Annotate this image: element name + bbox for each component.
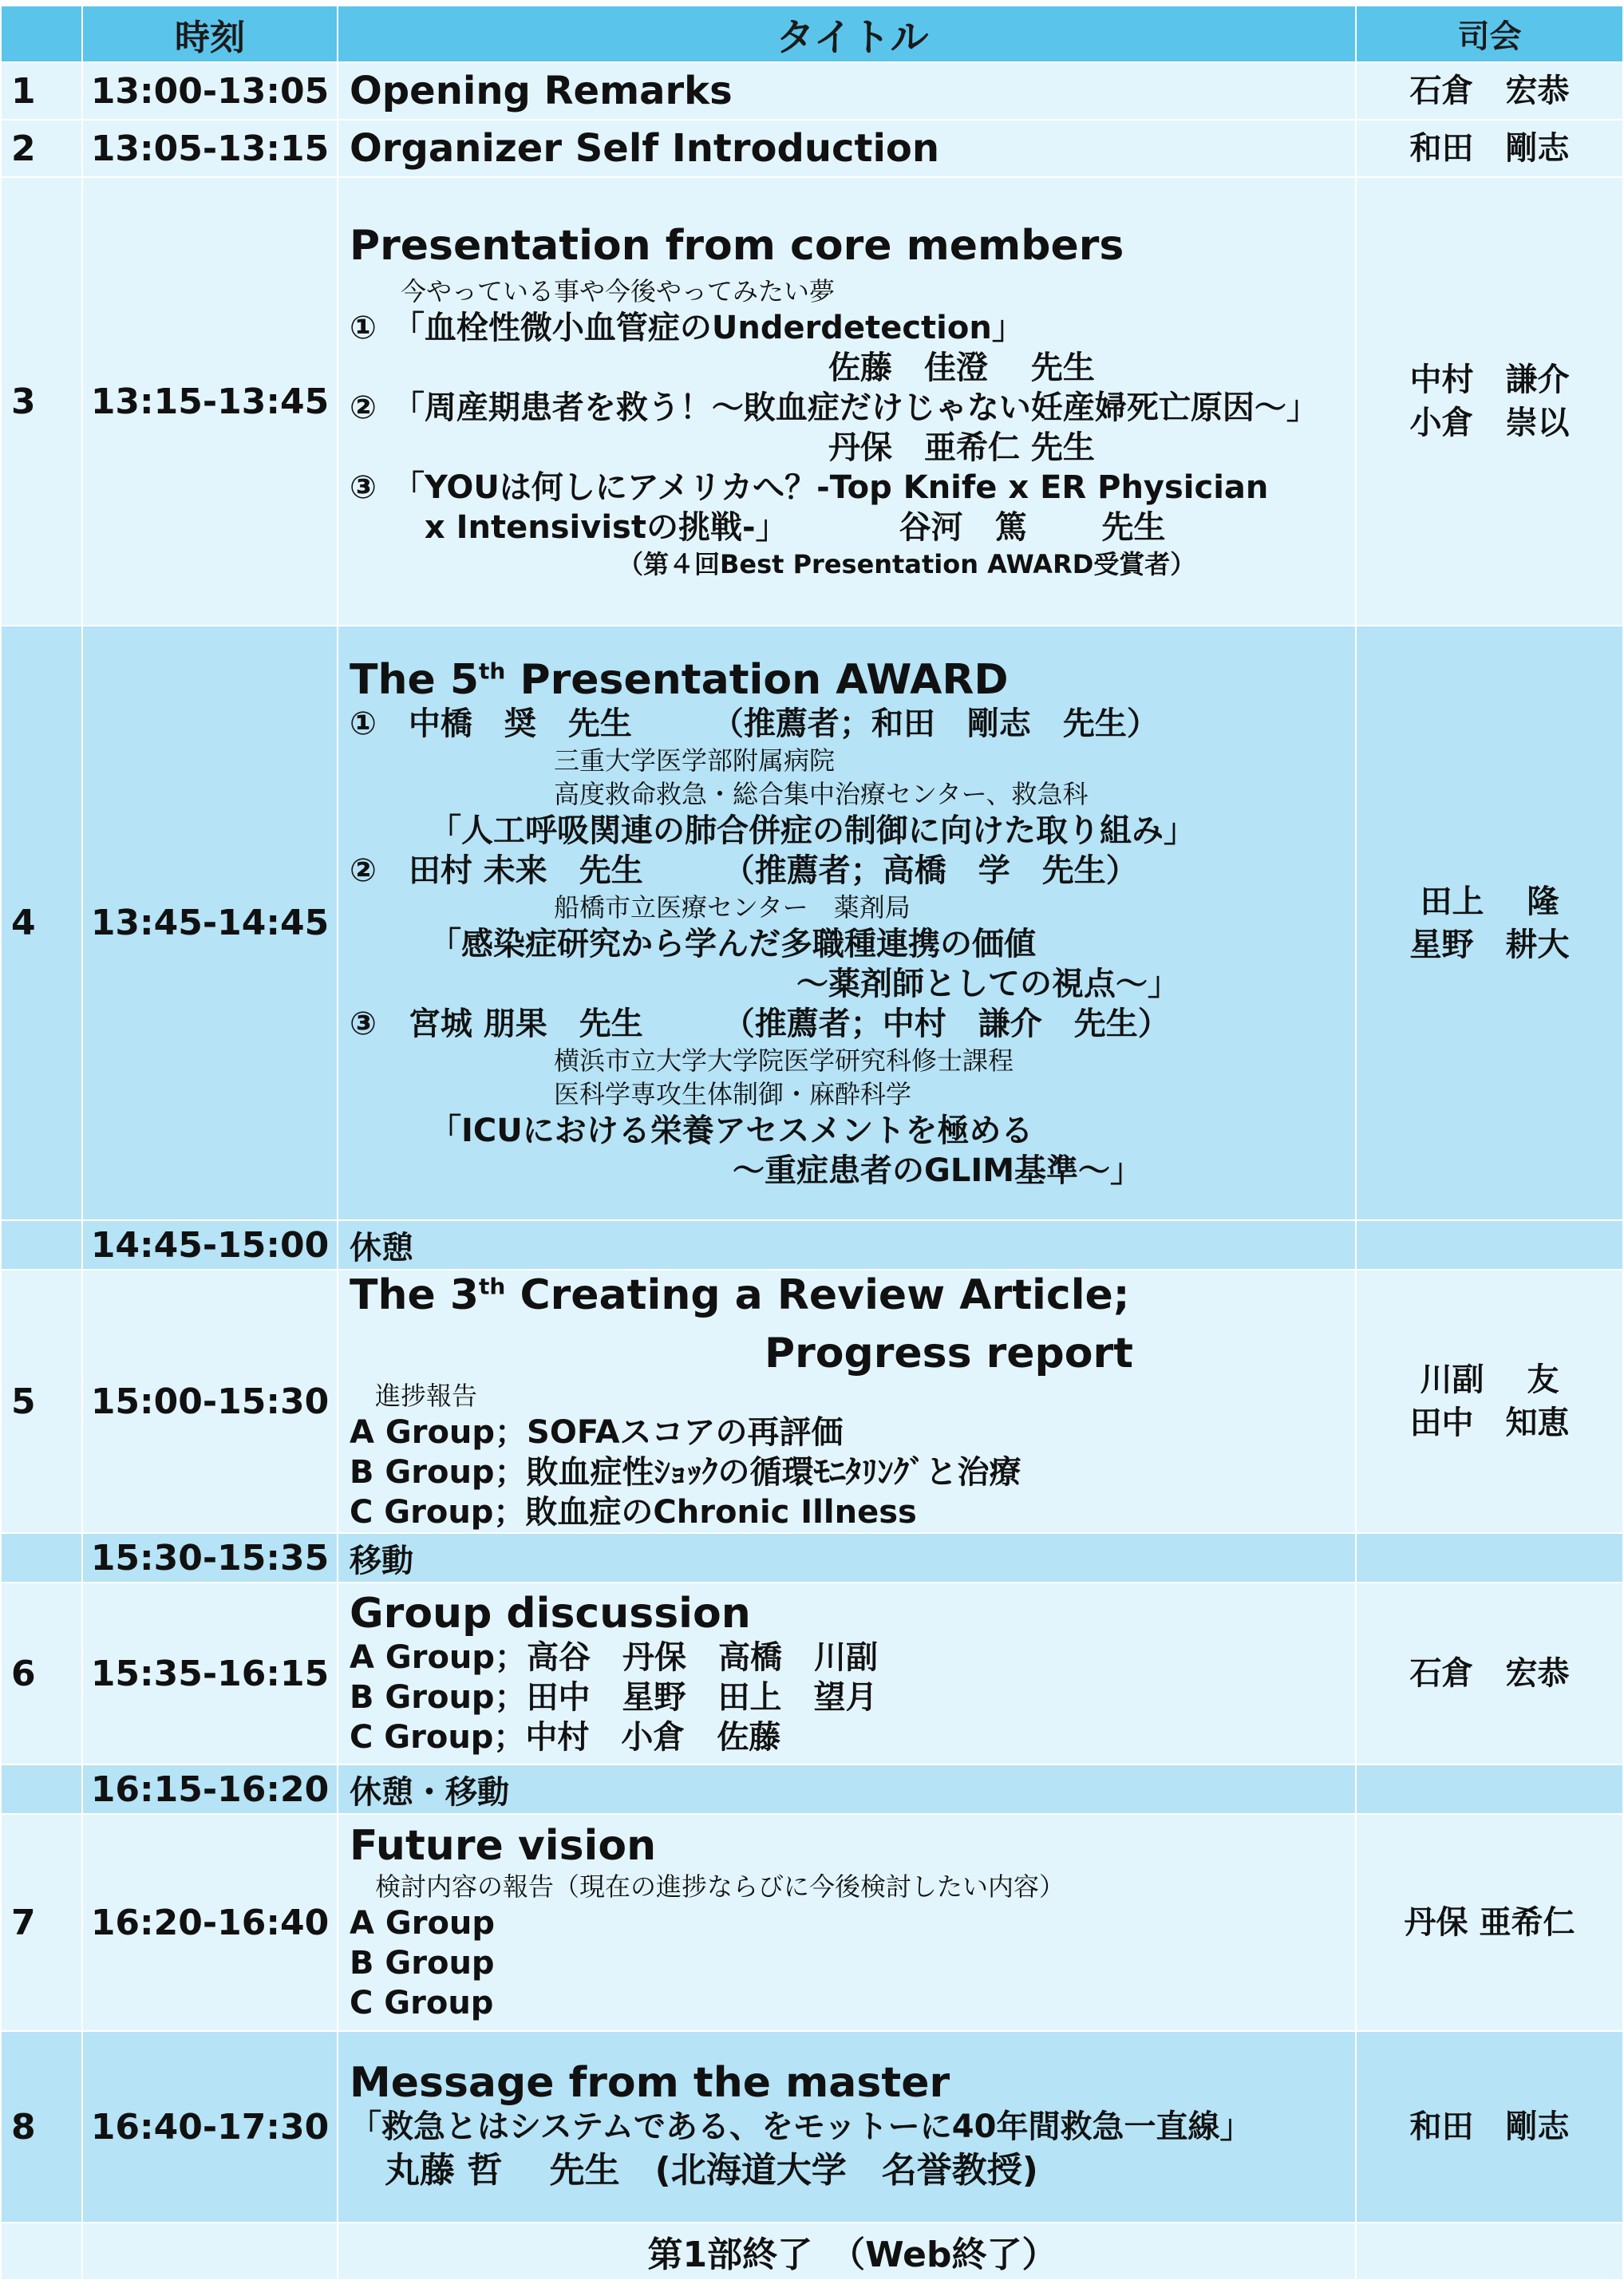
row-moderator [1356, 1270, 1623, 1533]
row-title: Group discussion [350, 1590, 751, 1638]
agenda-row-1 [1, 62, 1623, 120]
agenda-row-6 [1, 1583, 1623, 1764]
row-number: 2 [1, 120, 82, 177]
content-line: 「ICUにおける栄養アセスメントを極める [350, 1112, 1033, 1149]
row-time: 13:00-13:05 [82, 62, 338, 120]
row-moderator [1356, 177, 1623, 626]
content-line: 佐藤 佳澄 先生 [350, 350, 1095, 386]
row-time: 16:20-16:40 [82, 1814, 338, 2031]
row-moderator [1356, 1764, 1623, 1814]
content-line: ① 中橋 奨 先生 （推薦者；和田 剛志 先生） [350, 705, 1159, 742]
row-moderator: 和田 剛志 [1356, 120, 1623, 177]
content-line: ～薬剤師としての視点～」 [350, 965, 1179, 1002]
row-moderator: 和田 剛志 [1356, 2031, 1623, 2223]
footer-empty [1356, 2223, 1623, 2280]
agenda-row-7 [1, 1814, 1623, 2031]
agenda-row-3 [1, 177, 1623, 626]
moderator-name: 小倉 崇以 [1409, 405, 1570, 441]
row-title: Presentation from core members [350, 222, 1124, 270]
header-no [1, 6, 82, 62]
header-title: タイトル [338, 6, 1356, 62]
content-line: ② 田村 未来 先生 （推薦者；高橋 学 先生） [350, 852, 1138, 889]
agenda-row-2 [1, 120, 1623, 177]
content-line: ① 「血栓性微小血管症のUnderdetection」 [350, 310, 1024, 346]
content-line: B Group；敗血症性ｼｮｯｸの循環ﾓﾆﾀﾘﾝｸﾞと治療 [350, 1453, 1021, 1491]
title-part: The 3 [350, 1271, 480, 1319]
content-line: 医科学専攻生体制御・麻酔科学 [350, 1078, 912, 1109]
row-title: 休憩 [338, 1220, 1356, 1270]
content-line: ～重症患者のGLIM基準～」 [350, 1152, 1143, 1189]
row-content [338, 2031, 1356, 2223]
row-time: 16:15-16:20 [82, 1764, 338, 1814]
content-line: 横浜市立大学大学院医学研究科修士課程 [350, 1045, 1014, 1076]
content-line: 進捗報告 [350, 1380, 478, 1411]
content-line: A Group；SOFAスコアの再評価 [350, 1413, 844, 1451]
title-sup: th [479, 1273, 506, 1300]
row-title: Opening Remarks [338, 62, 1356, 120]
content-line: 「感染症研究から学んだ多職種連携の価値 [350, 925, 1036, 962]
break-row [1, 1220, 1623, 1270]
row-moderator [1356, 1533, 1623, 1583]
row-number: 8 [1, 2031, 82, 2223]
content-line: B Group [350, 1945, 495, 1982]
row-number: 6 [1, 1583, 82, 1764]
footer-text: 第1部終了 （Web終了） [338, 2223, 1356, 2280]
content-line: ② 「周産期患者を救う！～敗血症だけじゃない妊産婦死亡原因～」 [350, 389, 1318, 426]
content-line: （第４回Best Presentation AWARD受賞者） [350, 549, 1196, 579]
row-title: 移動 [338, 1533, 1356, 1583]
row-number: 5 [1, 1270, 82, 1533]
title-sup: th [479, 658, 506, 685]
row-content [338, 626, 1356, 1220]
row-time: 13:45-14:45 [82, 626, 338, 1220]
footer-empty [82, 2223, 338, 2280]
row-moderator: 石倉 宏恭 [1356, 62, 1623, 120]
row-title-line2: Progress report [350, 1329, 1133, 1377]
row-title: Future vision [350, 1822, 657, 1870]
row-moderator [1356, 626, 1623, 1220]
row-number [1, 1220, 82, 1270]
moderator-name: 田上 隆 [1420, 883, 1559, 920]
row-moderator: 石倉 宏恭 [1356, 1583, 1623, 1764]
agenda-table [0, 5, 1624, 2281]
row-number [1, 1764, 82, 1814]
header-mc: 司会 [1356, 6, 1623, 62]
row-title: 休憩・移動 [338, 1764, 1356, 1814]
moderator-name: 星野 耕大 [1409, 926, 1570, 963]
agenda-row-8 [1, 2031, 1623, 2223]
row-moderator [1356, 1220, 1623, 1270]
content-line: 丸藤 哲 先生 (北海道大学 名誉教授) [350, 2150, 1038, 2191]
row-content [338, 177, 1356, 626]
row-time: 15:35-16:15 [82, 1583, 338, 1764]
row-title: Organizer Self Introduction [338, 120, 1356, 177]
row-time: 14:45-15:00 [82, 1220, 338, 1270]
content-line: x Intensivistの挑戦-」 谷河 篤 先生 [350, 509, 1166, 546]
break-row [1, 1533, 1623, 1583]
footer-row [1, 2223, 1623, 2280]
row-time: 13:05-13:15 [82, 120, 338, 177]
title-part: Presentation AWARD [505, 655, 1009, 704]
moderator-name: 川副 友 [1420, 1361, 1559, 1398]
footer-empty [1, 2223, 82, 2280]
content-line: C Group；敗血症のChronic Illness [350, 1493, 917, 1531]
content-line: 検討内容の報告（現在の進捗ならびに今後検討したい内容） [350, 1871, 1065, 1902]
row-title [350, 1271, 1355, 1319]
row-time: 15:30-15:35 [82, 1533, 338, 1583]
content-line: C Group [350, 1985, 494, 2021]
row-moderator: 丹保 亜希仁 [1356, 1814, 1623, 2031]
content-line: 船橋市立医療センター 薬剤局 [350, 891, 911, 923]
header-time: 時刻 [82, 6, 338, 62]
content-line: B Group；田中 星野 田上 望月 [350, 1679, 878, 1716]
header-row [1, 6, 1623, 62]
row-content [338, 1814, 1356, 2031]
break-row [1, 1764, 1623, 1814]
agenda-row-4 [1, 626, 1623, 1220]
row-number: 1 [1, 62, 82, 120]
content-line: 「救急とはシステムである、をモットーに40年間救急一直線」 [350, 2108, 1252, 2145]
row-number: 7 [1, 1814, 82, 2031]
row-content [338, 1583, 1356, 1764]
row-title [350, 656, 1355, 704]
title-part: Creating a Review Article; [505, 1271, 1130, 1319]
content-line: 高度救命救急・総合集中治療センター、救急科 [350, 778, 1089, 809]
content-line: ③ 宮城 朋果 先生 （推薦者；中村 謙介 先生） [350, 1005, 1170, 1042]
moderator-name: 中村 謙介 [1409, 362, 1570, 398]
row-number: 4 [1, 626, 82, 1220]
row-time: 13:15-13:45 [82, 177, 338, 626]
moderator-name: 田中 知恵 [1409, 1405, 1570, 1441]
content-line: A Group；高谷 丹保 高橋 川副 [350, 1639, 879, 1676]
row-content [338, 1270, 1356, 1533]
agenda-row-5 [1, 1270, 1623, 1533]
row-time: 16:40-17:30 [82, 2031, 338, 2223]
content-line: A Group [350, 1905, 496, 1942]
content-line: 丹保 亜希仁 先生 [350, 429, 1095, 466]
row-time: 15:00-15:30 [82, 1270, 338, 1533]
row-number [1, 1533, 82, 1583]
content-line: 「人工呼吸関連の肺合併症の制御に向けた取り組み」 [350, 812, 1195, 849]
row-number: 3 [1, 177, 82, 626]
row-title: Message from the master [350, 2059, 950, 2107]
title-part: The 5 [350, 655, 480, 704]
content-line: 今やっている事や今後やってみたい夢 [350, 276, 836, 306]
content-line: 三重大学医学部附属病院 [350, 745, 836, 776]
content-line: C Group；中村 小倉 佐藤 [350, 1719, 781, 1756]
content-line: ③ 「YOUは何しにアメリカへ？-Top Knife x ER Physician [350, 469, 1269, 506]
